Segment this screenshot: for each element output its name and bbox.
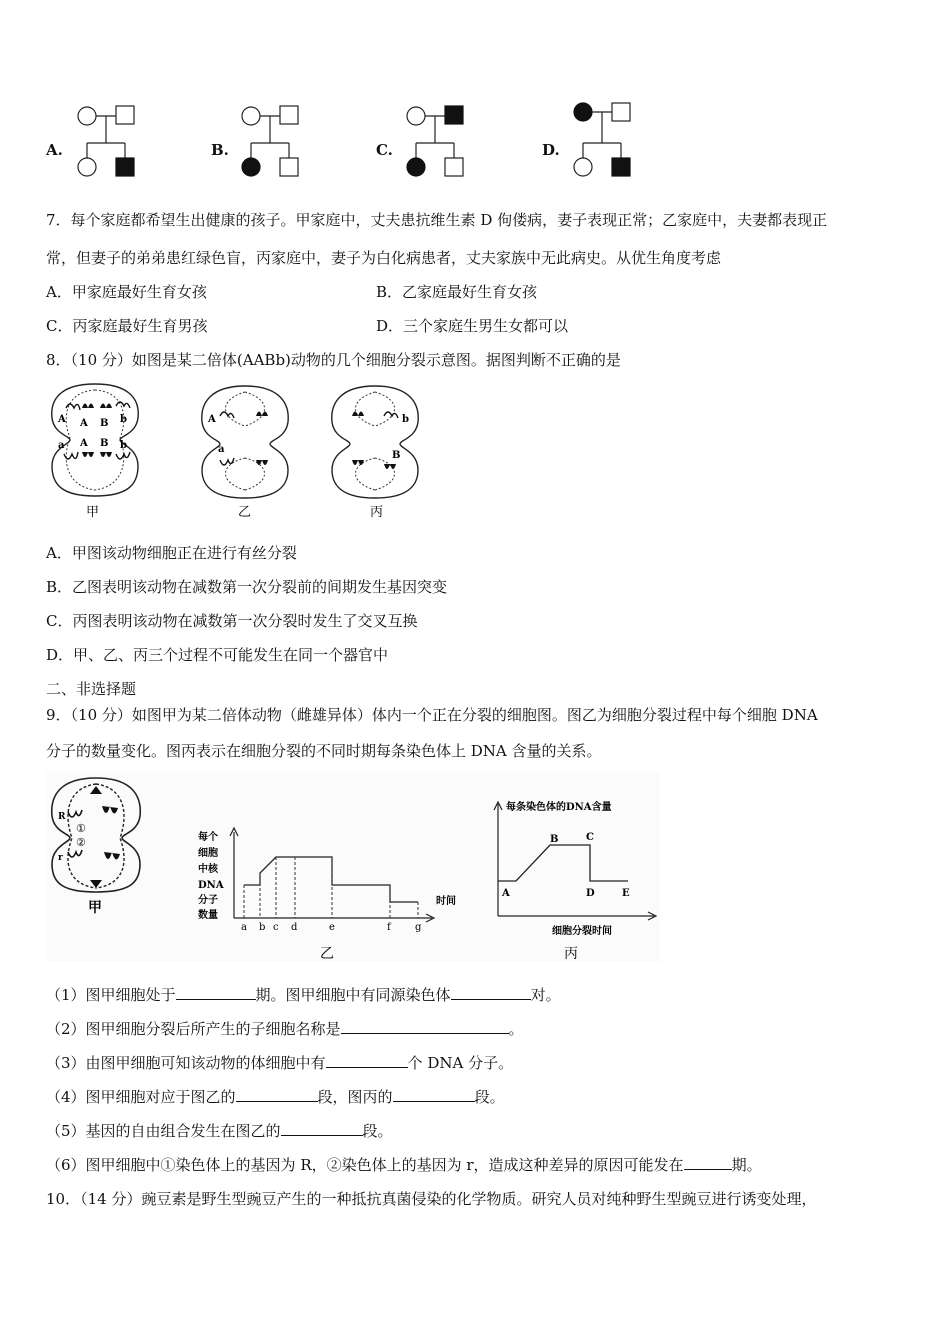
q8-stem: 8．（10 分）如图是某二倍体(AABb)动物的几个细胞分裂示意图。据图判断不正确的是 — [46, 351, 621, 369]
bing-point-E: E — [622, 888, 630, 899]
q6-pedigree-b — [240, 95, 304, 185]
q6-option-d-label: D. — [542, 141, 560, 159]
yi-tick-b: b — [259, 922, 266, 933]
gene-label-A: A — [80, 438, 88, 449]
figure-jia-label: 甲 — [88, 900, 102, 916]
yi-ylabel-2: 细胞 — [198, 848, 218, 859]
cell-yi — [202, 386, 288, 520]
answer-blank[interactable] — [393, 1087, 475, 1102]
figure-bing-label: 丙 — [564, 946, 578, 962]
pedigree-female-normal — [78, 107, 96, 125]
q9-sub2: （2）图甲细胞分裂后所产生的子细胞名称是 。 — [46, 1020, 524, 1038]
bing-point-B: B — [550, 834, 559, 845]
figure-yi-label: 乙 — [320, 946, 334, 962]
q7-stem-line1: 7．每个家庭都希望生出健康的孩子。甲家庭中，丈夫患抗维生素 D 佝偻病，妻子表现正常；乙家庭中，夫妻都表现正 — [46, 211, 828, 229]
q9-sub1: （1）图甲细胞处于 期。图甲细胞中有同源染色体 对。 — [46, 986, 561, 1004]
q7-stem-line2: 常，但妻子的弟弟患红绿色盲，丙家庭中，妻子为白化病患者，丈夫家族中无此病史。从优生角度考虑 — [46, 249, 722, 267]
pedigree-male-normal — [116, 106, 134, 124]
q7-option-b: B．乙家庭最好生育女孩 — [376, 283, 538, 301]
figure-jia — [52, 778, 140, 916]
q6-pedigree-a — [76, 95, 140, 185]
q8-option-c: C．丙图表明该动物在减数第一次分裂时发生了交叉互换 — [46, 612, 418, 630]
figure-yi — [198, 828, 456, 962]
pedigree-female-affected — [242, 158, 260, 176]
yi-xlabel: 时间 — [436, 896, 456, 907]
yi-ylabel-6: 数量 — [198, 910, 218, 921]
q8-option-a: A．甲图该动物细胞正在进行有丝分裂 — [46, 544, 297, 562]
yi-ylabel-4: DNA — [198, 880, 224, 891]
gene-label-B: B — [100, 418, 109, 429]
yi-tick-c: c — [273, 922, 279, 933]
cell-yi-label: 乙 — [238, 505, 252, 520]
q8-option-b: B．乙图表明该动物在减数第一次分裂前的间期发生基因突变 — [46, 578, 448, 596]
pedigree-female-normal — [78, 158, 96, 176]
bing-point-C: C — [586, 832, 594, 843]
q6-pedigree-c — [405, 95, 469, 185]
yi-tick-a: a — [241, 922, 247, 933]
q6-option-a-label: A. — [46, 141, 63, 159]
jia-chromosome-1: ① — [76, 822, 86, 835]
yi-ylabel-3: 中核 — [198, 864, 218, 875]
gene-label-a: a — [218, 444, 225, 455]
q6-pedigree-d — [572, 95, 636, 185]
gene-label-A: A — [80, 418, 88, 429]
bing-ylabel: 每条染色体的DNA含量 — [506, 802, 612, 813]
q10-stem: 10．（14 分）豌豆素是野生型豌豆产生的一种抵抗真菌侵染的化学物质。研究人员对纯种野生型豌豆进行诱变处理， — [46, 1190, 817, 1208]
jia-gene-R: R — [58, 812, 66, 822]
answer-blank[interactable] — [341, 1019, 509, 1034]
gene-label-b: b — [120, 414, 127, 425]
jia-gene-r: r — [58, 853, 63, 863]
bing-point-A: A — [502, 888, 510, 899]
gene-label-a: a — [58, 440, 65, 451]
q7-option-c: C．丙家庭最好生育男孩 — [46, 317, 208, 335]
gene-label-A: A — [58, 414, 66, 425]
q6-option-c-label: C. — [376, 141, 393, 159]
bing-xlabel: 细胞分裂时间 — [552, 926, 612, 937]
answer-blank[interactable] — [684, 1155, 732, 1170]
gene-label-B: B — [392, 450, 401, 461]
yi-tick-d: d — [291, 922, 298, 933]
answer-blank[interactable] — [326, 1053, 408, 1068]
jia-chromosome-2: ② — [76, 836, 86, 849]
cell-bing-label: 丙 — [370, 505, 384, 520]
answer-blank[interactable] — [281, 1121, 363, 1136]
gene-label-b: b — [402, 414, 409, 425]
cell-jia-label: 甲 — [86, 505, 100, 520]
yi-tick-g: g — [415, 922, 422, 933]
q9-sub6: （6）图甲细胞中①染色体上的基因为 R，②染色体上的基因为 r，造成这种差异的原因可能发在 期。 — [46, 1156, 762, 1174]
bing-point-D: D — [586, 888, 595, 899]
yi-ylabel-5: 分子 — [198, 895, 218, 906]
q9-sub3: （3）由图甲细胞可知该动物的体细胞中有 个 DNA 分子。 — [46, 1054, 514, 1072]
gene-label-B: B — [100, 438, 109, 449]
q9-figure — [46, 772, 660, 962]
q6-options — [0, 95, 950, 185]
yi-tick-e: e — [329, 922, 335, 933]
q9-sub5: （5）基因的自由组合发生在图乙的 段。 — [46, 1122, 393, 1140]
cell-jia — [52, 384, 138, 520]
cell-bing — [332, 386, 418, 520]
q8-figure-cells — [40, 378, 440, 523]
yi-tick-f: f — [387, 922, 391, 933]
answer-blank[interactable] — [176, 985, 256, 1000]
gene-label-A: A — [208, 414, 216, 425]
q9-sub4: （4）图甲细胞对应于图乙的 段，图丙的 段。 — [46, 1088, 505, 1106]
q8-option-d: D．甲、乙、丙三个过程不可能发生在同一个器官中 — [46, 646, 389, 664]
answer-blank[interactable] — [236, 1087, 318, 1102]
answer-blank[interactable] — [451, 985, 531, 1000]
yi-ylabel-1: 每个 — [198, 832, 218, 843]
section-heading: 二、非选择题 — [46, 680, 137, 698]
q6-option-b-label: B. — [211, 141, 229, 159]
q9-stem-line2: 分子的数量变化。图丙表示在细胞分裂的不同时期每条染色体上 DNA 含量的关系。 — [46, 742, 602, 760]
figure-bing — [494, 800, 656, 962]
pedigree-male-affected — [116, 158, 134, 176]
q9-stem-line1: 9．（10 分）如图甲为某二倍体动物（雌雄异体）体内一个正在分裂的细胞图。图乙为细胞分裂过程中每个细胞 DNA — [46, 706, 818, 724]
q7-option-a: A．甲家庭最好生育女孩 — [46, 283, 207, 301]
q7-option-d: D．三个家庭生男生女都可以 — [376, 317, 569, 335]
gene-label-b: b — [120, 440, 127, 451]
